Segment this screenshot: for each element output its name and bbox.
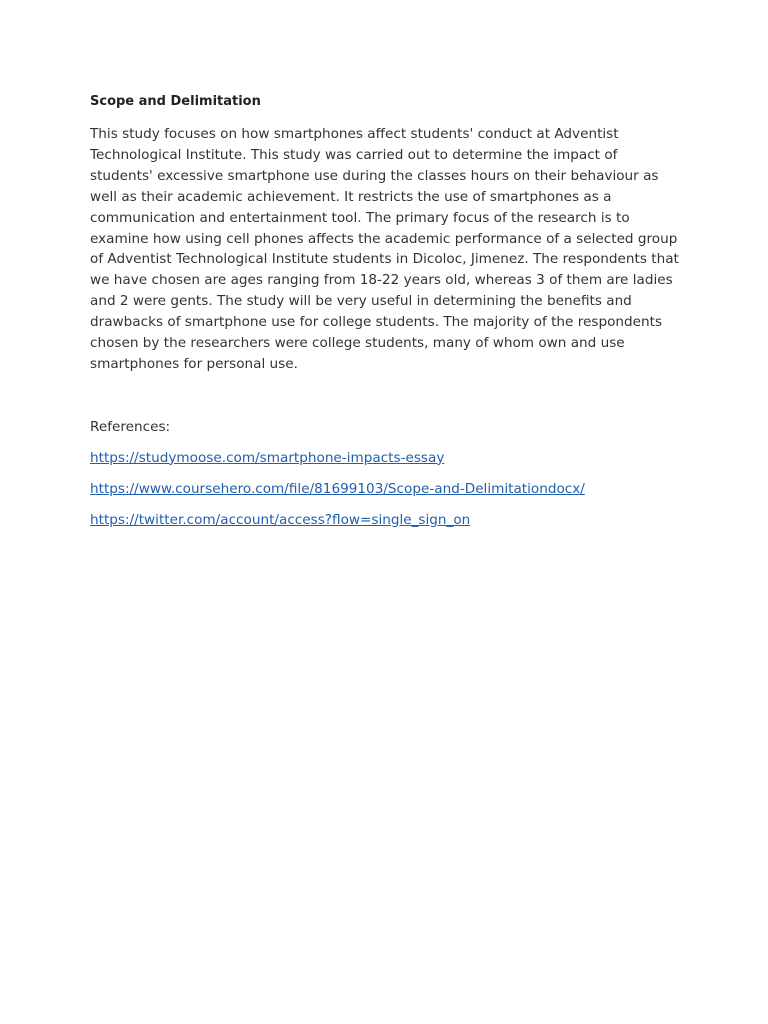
reference-link-twitter[interactable]: https://twitter.com/account/access?flow=single_sign_on [90, 511, 471, 528]
reference-link-coursehero[interactable]: https://www.coursehero.com/file/81699103/Scope-and-Delimitationdocx/ [90, 480, 585, 497]
reference-link-studymoose[interactable]: https://studymoose.com/smartphone-impacts-essay [90, 449, 445, 466]
references-label: References: [90, 418, 171, 435]
section-heading: Scope and Delimitation [90, 94, 261, 109]
body-paragraph: This study focuses on how smartphones affect students' conduct at Adventist Technological Institute. This study was carried out to determine the impact of students' excessive smartphone use during the classes hours on their behaviour as well as their academic achievement. It restricts the use of smartphones as a communication and entertainment tool. The primary focus of the research is to examine how using cell phones affects the academic performance of a selected group of Adventist Technological Institute students in Dicoloc, Jimenez. The respondents that we have chosen are ages ranging from 18-22 years old, whereas 3 of them are ladies and 2 were gents. The study will be very useful in determining the benefits and drawbacks of smartphone use for college students. The majority of the respondents chosen by the researchers were college students, many of whom own and use smartphones for personal use. [90, 126, 679, 372]
